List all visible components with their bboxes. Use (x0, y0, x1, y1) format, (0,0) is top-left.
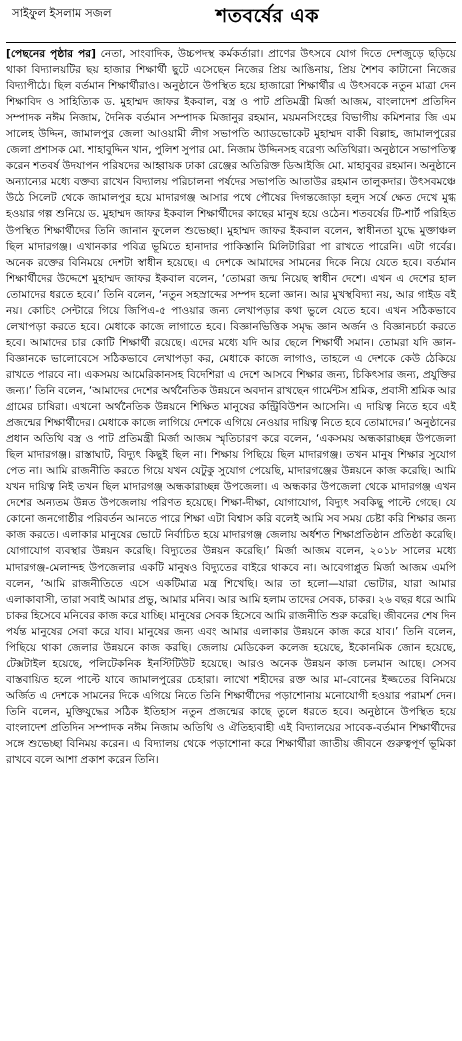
article-header (6, 4, 456, 36)
article-body (6, 46, 456, 768)
header-divider (6, 42, 456, 43)
byline: সাইফুল ইসলাম সজল (12, 6, 112, 20)
article-title: শতবর্ষের এক (216, 5, 319, 27)
continued-marker: [পেছনের পৃষ্ঠার পর] (6, 48, 96, 60)
article-body-text: নেতা, সাংবাদিক, উচ্চপদস্থ কর্মকর্তারা। প্রাণের উৎসবে যোগ দিতে দেশজুড়ে ছড়িয়ে থাকা বিদ্যালয়টির ছয় হাজার শিক্ষার্থী ছুটে এসেছেন নিজের প্রিয় আঙিনায়, প্রিয় শৈশব কাটানো নিজের বিদ্যাপীঠে। ছিল বর্তমান শিক্ষার্থীরাও। অনুষ্ঠানে উপস্থিত হয়ে হাজারো শিক্ষার্থীর এ উৎসবকে নতুন মাত্রা দেন শিক্ষাবিদ ও সাহিত্যিক ড. মুহাম্মদ জাফর ইকবাল, বস্ত্র ও পাট প্রতিমন্ত্রী মির্জা আজম, বাংলাদেশ প্রতিদিন সম্পাদক নঈম নিজাম, দৈনিক বর্তমান সম্পাদক মিজানুর রহমান, ময়মনসিংহের বিভাগীয় কমিশনার জি এম সালেহ উদ্দিন, জামালপুর জেলা আওয়ামী লীগ সভাপতি অ্যাডভোকেট মুহাম্মদ বাকী বিল্লাহ, জামালপুরের জেলা প্রশাসক মো. শাহাবুদ্দিন খান, পুলিশ সুপার মো. নিজাম উদ্দিনসহ বরেণ্য অতিথিরা। অনুষ্ঠানে সভাপতিত্ব করেন শতবর্ষ উদযাপন পরিষদের আহ্বায়ক ঢাকা রেঞ্জের অতিরিক্ত ডিআইজি মো. মাহাবুবর রহমান। অনুষ্ঠানে অন্যান্যের মধ্যে বক্তব্য রাখেন বিদ্যালয় পরিচালনা পর্ষদের সভাপতি আতাউর রহমান তালুকদার। উৎসবমঞ্চে উঠে সিলেট থেকে জামালপুর হয়ে মাদারগঞ্জ আসার পথে পৌষের দিগন্তজোড়া হলুদ সর্ষে ক্ষেত দেখে মুগ্ধ হওয়ার গল্প শুনিয়ে ড. মুহাম্মদ জাফর ইকবাল শিক্ষার্থীদের কাছের মানুষ হয়ে ওঠেন। শতবর্ষের টি-শার্ট পরিহিত উপস্থিত শিক্ষার্থীদের তিনি জানান ফুলেল শুভেচ্ছা। মুহাম্মদ জাফর ইকবাল বলেন, স্বাধীনতা যুদ্ধে মুক্তাঞ্চল ছিল মাদারগঞ্জ। এখানকার পবিত্র ভূমিতে হানাদার পাকিস্তানি মিলিটারিরা পা রাখতে পারেনি। এটা গর্বের। অনেক রক্তের বিনিময়ে দেশটা স্বাধীন হয়েছে। এ দেশকে আমাদের সামনের দিকে নিয়ে যেতে হবে। বর্তমান শিক্ষার্থীদের উদ্দেশে মুহাম্মদ জাফর ইকবাল বলেন, ‘তোমরা জন্ম নিয়েছ স্বাধীন দেশে। এখন এ দেশের হাল তোমাদের ধরতে হবে।’ তিনি বলেন, ‘নতুন সহস্রাব্দের সম্পদ হলো জ্ঞান। আর মুখস্থবিদ্যা নয়, আর গাইড বই নয়। কোচিং সেন্টারে গিয়ে জিপিএ-৫ পাওয়ার জন্য লেখাপড়ার কথা ভুলে যেতে হবে। এখন সঠিকভাবে লেখাপড়া করতে হবে। মেধাকে কাজে লাগাতে হবে। বিজ্ঞানভিত্তিক সমৃদ্ধ জ্ঞান অর্জন ও বিজ্ঞানচর্চা করতে হবে। আমাদের চার কোটি শিক্ষার্থী রয়েছে। এদের মধ্যে যদি আর ছেলে শিক্ষার্থী সমান। তোমরা যদি জ্ঞান-বিজ্ঞানকে ভালোবেসে সঠিকভাবে লেখাপড়া কর, মেধাকে কাজে লাগাও, তাহলে এ দেশকে কেউ ঠেকিয়ে রাখতে পারবে না। একসময় আমেরিকানসহ বিদেশিরা এ দেশে আসবে শিক্ষার জন্য, চিকিৎসার জন্য, প্রযুক্তির জন্য।’ তিনি বলেন, ‘আমাদের দেশের অর্থনৈতিক উন্নয়নে অবদান রাখছেন গার্মেন্টস শ্রমিক, প্রবাসী শ্রমিক আর গ্রামের চাষিরা। এখনো অর্থনৈতিক উন্নয়নে শিক্ষিত মানুষের কন্ট্রিবিউশন আসেনি। এ দায়িত্ব নিতে হবে এই প্রজন্মের শিক্ষার্থীদের। মেধাকে কাজে লাগিয়ে দেশকে এগিয়ে নেওয়ার দায়িত্ব নিতে হবে তোমাদের।’ অনুষ্ঠানের প্রধান অতিথি বস্ত্র ও পাট প্রতিমন্ত্রী মির্জা আজম স্মৃতিচারণ করে বলেন, ‘একসময় অন্ধকারাচ্ছন্ন উপজেলা ছিল মাদারগঞ্জ। রাস্তাঘাট, বিদ্যুৎ কিছুই ছিল না। শিক্ষায় পিছিয়ে ছিল মাদারগঞ্জ। তখন মানুষ শিক্ষার সুযোগ পেত না। আমি রাজনীতি করতে গিয়ে যখন যেটুকু সুযোগ পেয়েছি, মাদারগঞ্জের উন্নয়নে কাজ করেছি। আমি যখন দায়িত্ব নিই তখন ছিল মাদারগঞ্জ অন্ধকারাচ্ছন্ন উপজেলা। এ অন্ধকার উপজেলা থেকে মাদারগঞ্জ এখন দেশের অন্যতম উন্নত উপজেলায় পরিণত হয়েছে। শিক্ষা-দীক্ষা, যোগাযোগ, বিদ্যুৎ সবকিছু পাল্টে গেছে। যে কোনো জনগোষ্ঠীর পরিবর্তন আনতে পারে শিক্ষা এটা বিশ্বাস করি বলেই আমি সব সময় চেষ্টা করি শিক্ষার জন্য কাজ করতে। এলাকার মানুষের ভোটে নির্বাচিত হয়ে মাদারগঞ্জ জেলায় অর্ধশত শিক্ষাপ্রতিষ্ঠান প্রতিষ্ঠা করেছি। যোগাযোগ ব্যবস্থার উন্নয়ন করেছি। বিদ্যুতের উন্নয়ন করেছি।’ মির্জা আজম বলেন, ২০১৮ সালের মধ্যে মাদারগঞ্জ-মেলান্দহ উপজেলার একটি মানুষও বিদ্যুতের বাইরে থাকবে না। আবেগাপ্লুত মির্জা আজম এমপি বলেন, ‘আমি রাজনীতিতে এসে একটিমাত্র মন্ত্র শিখেছি। আর তা হলো—যারা ভোটার, যারা আমার এলাকাবাসী, তারা সবাই আমার প্রভু, আমার মনিব। আর আমি হলাম তাদের সেবক, চাকর। ২৬ বছর ধরে আমি চাকর হিসেবে মনিবের কাজ করে যাচ্ছি। মানুষের সেবক হিসেবে আমি রাজনীতি শুরু করেছি। জীবনের শেষ দিন পর্যন্ত মানুষের সেবা করে যাব। মানুষের জন্য এবং আমার এলাকার উন্নয়নে কাজ করে যাব।’ তিনি বলেন, পিছিয়ে থাকা জেলার উন্নয়নে কাজ করছি। জেলায় মেডিকেল কলেজ হয়েছে, ইকোনমিক জোন হয়েছে, টেক্সটাইল হয়েছে, পলিটেকনিক ইনস্টিটিউট হয়েছে। আরও অনেক উন্নয়ন কাজ চলমান আছে। সেসব বাস্তবায়িত হলে পাল্টে যাবে জামালপুরের চেহারা। লাখো শহীদের রক্ত আর মা-বোনের ইজ্জতের বিনিময়ে অর্জিত এ দেশকে সামনের দিকে এগিয়ে নিতে তিনি শিক্ষার্থীদের পড়াশোনায় মনোযোগী হওয়ার পরামর্শ দেন। তিনি বলেন, মুক্তিযুদ্ধের সঠিক ইতিহাস নতুন প্রজন্মের কাছে তুলে ধরতে হবে। অনুষ্ঠানে উপস্থিত হয়ে বাংলাদেশ প্রতিদিন সম্পাদক নঈম নিজাম অতিথি ও ঐতিহ্যবাহী এই বিদ্যালয়ের সাবেক-বর্তমান শিক্ষার্থীদের সঙ্গে শুভেচ্ছা বিনিময় করেন। এ বিদ্যালয় থেকে পড়াশোনা করে শিক্ষার্থীরা জাতীয় জীবনে গুরুত্বপূর্ণ ভূমিকা রাখবে বলে আশা প্রকাশ করেন তিনি। (6, 48, 457, 767)
